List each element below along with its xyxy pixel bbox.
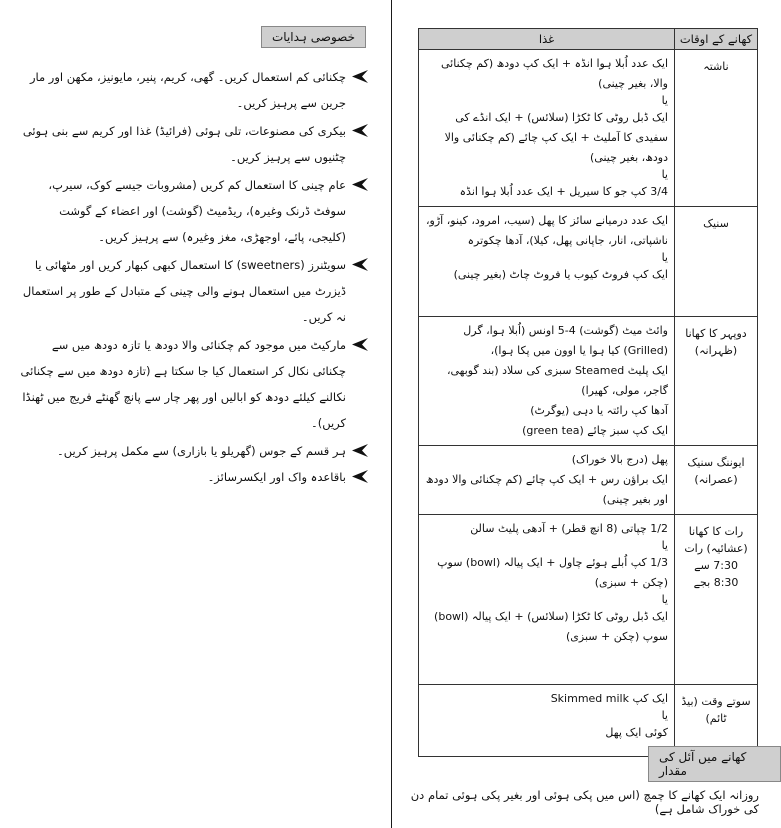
instruction-item: باقاعدہ واک اور ایکسرسائز۔ bbox=[18, 464, 368, 490]
food-line: کوئی ایک پھل bbox=[605, 726, 668, 739]
instruction-item: ہر قسم کے جوس (گھریلو یا بازاری) سے مکمل پرہیز کریں۔ bbox=[18, 438, 368, 464]
food-line: ایک کپ فروٹ کیوب یا فروٹ چاٹ (بغیر چینی) bbox=[453, 268, 668, 281]
table-row-breakfast bbox=[419, 50, 758, 207]
arrow-bullet-icon bbox=[352, 178, 368, 191]
meal-plan-table bbox=[418, 28, 758, 757]
food-line: ایک ڈبل روٹی کا ٹکڑا (سلائس) + ایک پیالہ (bowl) سوپ (چکن + سبزی) bbox=[434, 610, 668, 643]
food-cell bbox=[419, 685, 675, 757]
food-cell bbox=[419, 515, 675, 685]
or-separator: یا bbox=[661, 94, 668, 107]
food-cell bbox=[419, 207, 675, 317]
arrow-bullet-icon bbox=[352, 124, 368, 137]
arrow-bullet-icon bbox=[352, 444, 368, 457]
table-row-lunch bbox=[419, 317, 758, 446]
food-line: ایک ڈبل روٹی کا ٹکڑا (سلائس) + ایک انڈے کی سفیدی کا آملیٹ + ایک کپ چائے (کم چکنائی والا دودھ، بغیر چینی) bbox=[444, 111, 668, 164]
meal-time-cell: دوپہر کا کھانا (ظہرانہ) bbox=[675, 317, 758, 446]
meal-time-column-header: کھانے کے اوقات bbox=[675, 29, 758, 50]
food-line: ایک براؤن رس + ایک کپ چائے (کم چکنائی والا دودھ اور بغیر چینی) bbox=[425, 473, 668, 506]
table-row-snack bbox=[419, 207, 758, 317]
food-line: وائٹ میٹ (گوشت) 4-5 اونس (اُبلا ہوا، گرل (Grilled) کیا ہوا یا اوون میں پکا ہوا)، bbox=[463, 324, 668, 357]
food-cell bbox=[419, 446, 675, 515]
food-column-header: غذا bbox=[419, 29, 675, 50]
instruction-item: عام چینی کا استعمال کم کریں (مشروبات جیسے کوک، سیرپ، سوفٹ ڈرنک وغیرہ)، ریڈمیٹ (گوشت) اور اعضاء کے گوشت (کلیجی، پائے، اوجھڑی، مغز وغیرہ) سے پرہیز کریں۔ bbox=[18, 172, 368, 250]
instruction-item: سویٹنرز (sweetners) کا استعمال کبھی کبھار کریں اور مٹھائی یا ڈیزرٹ میں استعمال ہونے والی چینی کے متبادل کے طور پر استعمال نہ کریں۔ bbox=[18, 252, 368, 330]
meal-time-cell: سنیک bbox=[675, 207, 758, 317]
food-line: پھل (درج بالا خوراک) bbox=[571, 453, 668, 466]
meal-time-cell: رات کا کھانا (عشائیہ) رات 7:30 سے 8:30 بجے bbox=[675, 515, 758, 685]
food-line: ایک پلیٹ Steamed سبزی کی سلاد (بند گوبھی، گاجر، مولی، کھیرا) bbox=[446, 364, 668, 397]
food-cell bbox=[419, 317, 675, 446]
or-separator: یا bbox=[661, 539, 668, 552]
food-line: 1/2 چپاتی (8 انچ قطر) + آدھی پلیٹ سالن bbox=[470, 522, 668, 535]
oil-quantity-header: کھانے میں آئل کی مقدار bbox=[648, 746, 781, 782]
food-line: ایک عدد اُبلا ہوا انڈہ + ایک کپ دودھ (کم چکنائی والا، بغیر چینی) bbox=[441, 57, 668, 90]
or-separator: یا bbox=[661, 168, 668, 181]
or-separator: یا bbox=[661, 593, 668, 606]
instruction-item: چکنائی کم استعمال کریں۔ گھی، کریم، پنیر، مایونیز، مکھن اور مار جرین سے پرہیز کریں۔ bbox=[18, 64, 368, 116]
meal-time-cell: ایوننگ سنیک (عصرانہ) bbox=[675, 446, 758, 515]
table-row-dinner bbox=[419, 515, 758, 685]
special-instructions-header: خصوصی ہدایات bbox=[261, 26, 366, 48]
instruction-item: مارکیٹ میں موجود کم چکنائی والا دودھ یا تازہ دودھ میں سے چکنائی نکال کر استعمال کیا جا سکتا ہے (تازہ دودھ میں سے چکنائی نکالنے کیلئے دودھ کو ابالیں اور پھر چار سے پانچ گھنٹے فریج میں ٹھنڈا کریں)۔ bbox=[18, 332, 368, 436]
food-line: 3/4 کپ جو کا سیریل + ایک عدد اُبلا ہوا انڈہ bbox=[459, 185, 668, 198]
arrow-bullet-icon bbox=[352, 338, 368, 351]
food-line: آدھا کپ رائتہ یا دہی (یوگرٹ) bbox=[530, 404, 668, 417]
table-header-row bbox=[419, 29, 758, 50]
or-separator: یا bbox=[661, 251, 668, 264]
food-line: ایک کپ سبز چائے (green tea) bbox=[522, 424, 668, 437]
arrow-bullet-icon bbox=[352, 470, 368, 483]
or-separator: یا bbox=[661, 709, 668, 722]
instruction-item: بیکری کی مصنوعات، تلی ہوئی (فرائیڈ) غذا اور کریم سے بنی ہوئی چٹنیوں سے پرہیز کریں۔ bbox=[18, 118, 368, 170]
column-divider bbox=[391, 0, 392, 828]
arrow-bullet-icon bbox=[352, 70, 368, 83]
food-cell bbox=[419, 50, 675, 207]
food-line: ایک عدد درمیانے سائز کا پھل (سیب، امرود، کینو، آڑو، ناشپاتی، انار، جاپانی پھل، کیلا)، آدھا چکوترہ bbox=[426, 214, 668, 247]
meal-time-cell: ناشتہ bbox=[675, 50, 758, 207]
food-line: 1/3 کپ اُبلے ہوئے چاول + ایک پیالہ (bowl) سوپ (چکن + سبزی) bbox=[437, 556, 668, 589]
food-line: ایک کپ Skimmed milk bbox=[550, 692, 668, 705]
instructions-list bbox=[18, 64, 368, 490]
arrow-bullet-icon bbox=[352, 258, 368, 271]
oil-quantity-text: روزانہ ایک کھانے کا چمچ (اس میں پکی ہوئی اور بغیر پکی ہوئی تمام دن کی خوراک شامل ہے) bbox=[410, 788, 759, 816]
table-row-evening-snack bbox=[419, 446, 758, 515]
meal-time-cell: سوتے وقت (بیڈ ٹائم) bbox=[675, 685, 758, 757]
